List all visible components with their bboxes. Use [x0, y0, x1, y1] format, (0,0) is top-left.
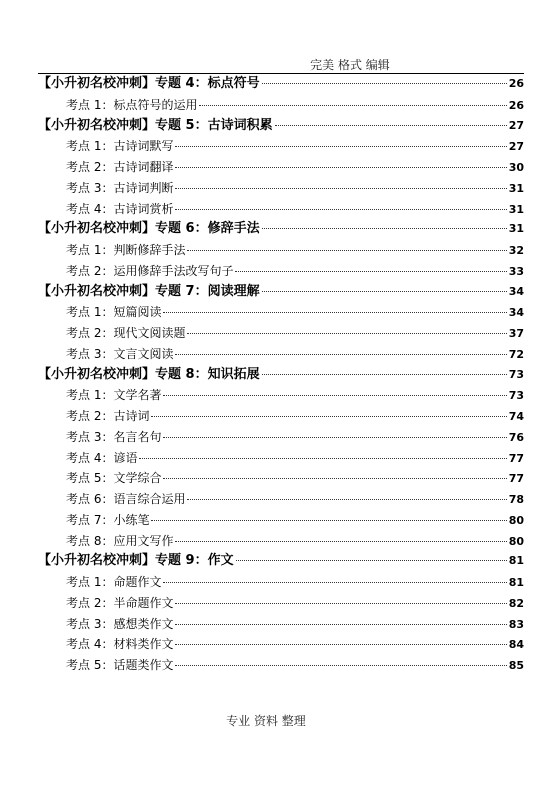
toc-dot-leader [199, 104, 506, 106]
toc-subentry[interactable] [38, 406, 524, 427]
toc-page-number: 84 [508, 638, 524, 652]
toc-dot-leader [163, 394, 506, 396]
toc-subentry[interactable] [38, 489, 524, 510]
toc-dot-leader [175, 623, 506, 625]
toc-page-number: 30 [508, 161, 524, 174]
toc-dot-leader [163, 311, 506, 313]
toc-page-number: 31 [508, 222, 524, 236]
toc-chapter-entry[interactable] [38, 74, 524, 95]
toc-entry-label: 考点 1：古诗词默写 [66, 139, 174, 154]
toc-subentry[interactable] [38, 593, 524, 614]
toc-page-number: 85 [508, 659, 524, 672]
toc-entry-label: 考点 3：古诗词判断 [66, 180, 174, 195]
toc-dot-leader [236, 559, 507, 561]
toc-chapter-entry[interactable] [38, 116, 524, 137]
toc-subentry[interactable] [38, 510, 524, 531]
toc-subentry[interactable] [38, 136, 524, 157]
toc-page-number: 26 [508, 77, 524, 90]
toc-entry-label: 考点 2：运用修辞手法改写句子 [66, 263, 234, 278]
toc-entry-label: 考点 3：感想类作文 [66, 616, 174, 631]
toc-subentry[interactable] [38, 261, 524, 282]
toc-entry-label: 考点 4：谚语 [66, 450, 138, 465]
toc-subentry[interactable] [38, 531, 524, 552]
toc-page-number: 80 [508, 534, 524, 548]
toc-dot-leader [151, 519, 506, 521]
toc-entry-label: 【小升初名校冲刺】专题 9：作文 [38, 553, 234, 569]
toc-dot-leader [151, 415, 506, 417]
toc-dot-leader [163, 436, 506, 438]
toc-entry-label: 【小升初名校冲刺】专题 5：古诗词积累 [38, 117, 273, 133]
toc-chapter-entry[interactable] [38, 551, 524, 572]
toc-dot-leader [175, 187, 506, 189]
toc-page-number: 77 [508, 451, 524, 465]
toc-page-number: 81 [508, 554, 524, 568]
toc-page-number: 81 [508, 576, 524, 589]
toc-entry-label: 考点 1：文学名著 [66, 388, 162, 403]
toc-subentry[interactable] [38, 95, 524, 116]
toc-dot-leader [175, 664, 506, 666]
toc-page-number: 73 [508, 367, 524, 381]
toc-dot-leader [175, 540, 506, 542]
toc-page-number: 32 [508, 244, 524, 257]
toc-dot-leader [262, 227, 507, 229]
toc-entry-label: 考点 5：话题类作文 [66, 658, 174, 672]
toc-page-number: 34 [508, 306, 524, 320]
toc-subentry[interactable] [38, 468, 524, 489]
toc-dot-leader [187, 249, 506, 251]
toc-entry-label: 考点 2：半命题作文 [66, 595, 174, 610]
toc-subentry[interactable] [38, 157, 524, 178]
toc-dot-leader [163, 477, 506, 479]
toc-subentry[interactable] [38, 344, 524, 365]
toc-dot-leader [187, 332, 506, 334]
toc-page-number: 33 [508, 264, 524, 278]
toc-entry-label: 【小升初名校冲刺】专题 7：阅读理解 [38, 283, 260, 299]
toc-entry-label: 考点 8：应用文写作 [66, 533, 174, 548]
toc-page-number: 27 [508, 118, 524, 132]
toc-page-number: 83 [508, 617, 524, 631]
toc-page-number: 76 [508, 430, 524, 444]
toc-entry-label: 考点 2：古诗词 [66, 409, 150, 423]
toc-page-number: 34 [508, 284, 524, 298]
toc-dot-leader [175, 145, 506, 147]
toc-subentry[interactable] [38, 199, 524, 220]
toc-dot-leader [187, 498, 506, 500]
toc-entry-label: 考点 1：命题作文 [66, 575, 162, 589]
page-header: 完美 格式 编辑 [310, 58, 390, 72]
toc-dot-leader [175, 602, 506, 604]
toc-entry-label: 考点 2：古诗词翻译 [66, 160, 174, 174]
toc-chapter-entry[interactable] [38, 365, 524, 386]
toc-entry-label: 【小升初名校冲刺】专题 8：知识拓展 [38, 366, 260, 382]
toc-page-number: 31 [508, 181, 524, 195]
toc-entry-label: 考点 2：现代文阅读题 [66, 326, 186, 340]
toc-subentry[interactable] [38, 634, 524, 655]
toc-page-number: 31 [508, 202, 524, 216]
toc-subentry[interactable] [38, 572, 524, 593]
toc-dot-leader [262, 290, 507, 292]
table-of-contents [38, 74, 524, 676]
page-footer: 专业 资料 整理 [226, 714, 306, 728]
toc-page-number: 74 [508, 410, 524, 423]
toc-page-number: 78 [508, 493, 524, 506]
toc-page-number: 80 [508, 513, 524, 527]
toc-dot-leader [235, 270, 506, 272]
toc-dot-leader [175, 353, 506, 355]
toc-subentry[interactable] [38, 323, 524, 344]
toc-subentry[interactable] [38, 178, 524, 199]
toc-subentry[interactable] [38, 448, 524, 469]
toc-page-number: 73 [508, 389, 524, 403]
toc-subentry[interactable] [38, 427, 524, 448]
toc-entry-label: 考点 6：语言综合运用 [66, 492, 186, 506]
toc-page-number: 77 [508, 472, 524, 486]
toc-dot-leader [175, 208, 506, 210]
toc-entry-label: 考点 4：古诗词赏析 [66, 201, 174, 216]
toc-entry-label: 考点 4：材料类作文 [66, 637, 174, 652]
toc-entry-label: 【小升初名校冲刺】专题 4：标点符号 [38, 76, 260, 91]
toc-subentry[interactable] [38, 302, 524, 323]
toc-chapter-entry[interactable] [38, 282, 524, 303]
toc-entry-label: 考点 5：文学综合 [66, 471, 162, 486]
toc-dot-leader [175, 643, 506, 645]
toc-dot-leader [262, 82, 507, 84]
toc-page-number: 37 [508, 327, 524, 340]
toc-subentry[interactable] [38, 385, 524, 406]
toc-dot-leader [175, 166, 506, 168]
toc-subentry[interactable] [38, 614, 524, 635]
toc-dot-leader [262, 373, 507, 375]
toc-entry-label: 【小升初名校冲刺】专题 6：修辞手法 [38, 221, 260, 237]
toc-entry-label: 考点 1：判断修辞手法 [66, 243, 186, 257]
toc-dot-leader [163, 581, 506, 583]
toc-dot-leader [275, 124, 507, 126]
toc-entry-label: 考点 1：标点符号的运用 [66, 97, 198, 112]
toc-entry-label: 考点 7：小练笔 [66, 512, 150, 527]
toc-page-number: 82 [508, 596, 524, 610]
toc-entry-label: 考点 3：名言名句 [66, 429, 162, 444]
toc-subentry[interactable] [38, 240, 524, 261]
toc-entry-label: 考点 1：短篇阅读 [66, 305, 162, 320]
toc-dot-leader [139, 457, 506, 459]
toc-entry-label: 考点 3：文言文阅读 [66, 346, 174, 361]
toc-subentry[interactable] [38, 655, 524, 676]
toc-chapter-entry[interactable] [38, 219, 524, 240]
toc-page-number: 26 [508, 98, 524, 112]
toc-page-number: 27 [508, 140, 524, 154]
toc-page-number: 72 [508, 347, 524, 361]
